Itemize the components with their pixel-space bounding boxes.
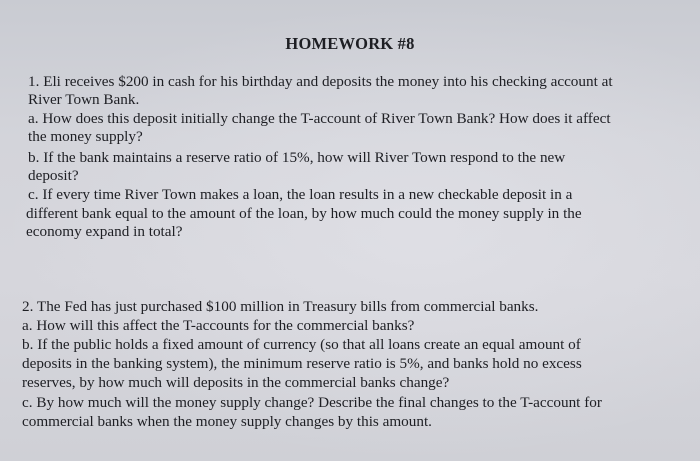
q1-line: c. If every time River Town makes a loan, the loan results in a new checkable deposit in a xyxy=(28,186,573,203)
page-title: HOMEWORK #8 xyxy=(285,34,415,53)
q1-line: a. How does this deposit initially change the T-account of River Town Bank? How does it affect xyxy=(28,110,611,127)
q2-line: reserves, by how much will deposits in the commercial banks change? xyxy=(22,374,450,391)
q1-line: deposit? xyxy=(28,167,79,184)
q1-line: 1. Eli receives $200 in cash for his birthday and deposits the money into his checking account at xyxy=(28,73,613,90)
q2-line: 2. The Fed has just purchased $100 million in Treasury bills from commercial banks. xyxy=(22,298,539,315)
q2-line: c. By how much will the money supply change? Describe the final changes to the T-account for xyxy=(22,394,602,411)
q2-line: b. If the public holds a fixed amount of currency (so that all loans create an equal amount of xyxy=(22,336,581,353)
q1-line: b. If the bank maintains a reserve ratio of 15%, how will River Town respond to the new xyxy=(28,149,566,166)
q1-line: the money supply? xyxy=(28,128,143,145)
q2-line: a. How will this affect the T-accounts for the commercial banks? xyxy=(22,317,415,334)
q1-line: economy expand in total? xyxy=(26,223,183,240)
q1-line: River Town Bank. xyxy=(28,91,140,108)
q2-line: deposits in the banking system), the minimum reserve ratio is 5%, and banks hold no excess xyxy=(22,355,582,372)
q2-line: commercial banks when the money supply changes by this amount. xyxy=(22,413,432,430)
q1-line: different bank equal to the amount of the loan, by how much could the money supply in the xyxy=(26,205,582,222)
